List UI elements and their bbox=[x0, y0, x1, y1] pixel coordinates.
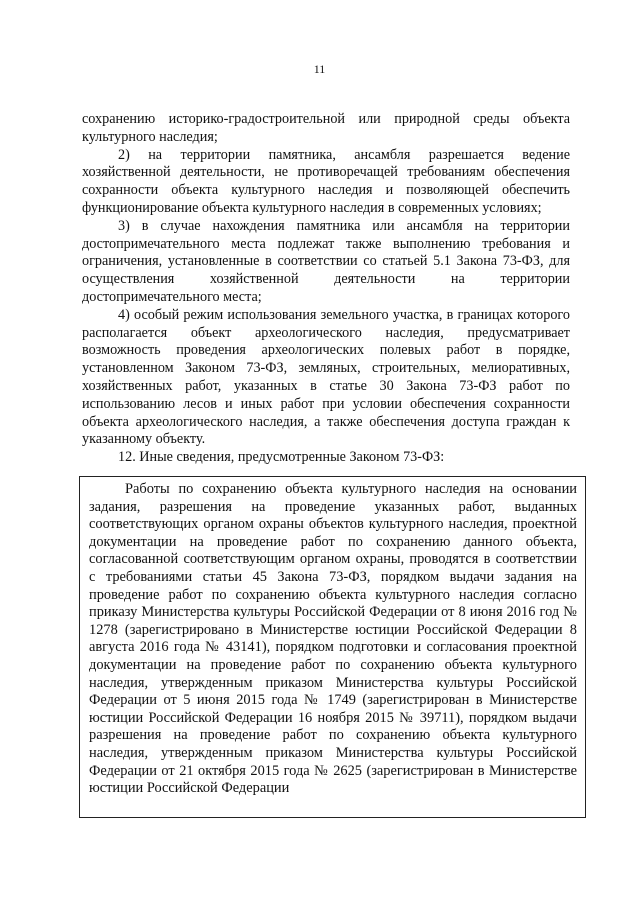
paragraph-continuation: сохранению историко-градостроительной или природной среды объекта культурного наследия; bbox=[82, 111, 570, 145]
paragraph-item-2: 2) на территории памятника, ансамбля разрешается ведение хозяйственной деятельности, не противоречащей требованиям обеспечения сохранности объекта культурного наследия и позволяющей обеспечить функционирование объекта культурного наследия в современных условиях; bbox=[82, 146, 570, 216]
body-text bbox=[82, 111, 570, 449]
section-heading: 12. Иные сведения, предусмотренные Законом 73-ФЗ: bbox=[118, 449, 445, 465]
info-box bbox=[79, 476, 586, 818]
paragraph-item-3: 3) в случае нахождения памятника или ансамбля на территории достопримечательного места подлежат также выполнению требования и ограничения, установленные в соответствии со статьей 5.1 Закона 73-ФЗ, для осуществления хозяйственной деятельности на территории достопримечательного места; bbox=[82, 217, 570, 305]
paragraph-item-4: 4) особый режим использования земельного участка, в границах которого располагается объект археологического наследия, предусматривает возможность проведения археологических полевых работ в порядке, установленном Законом 73-ФЗ, земляных, строительных, мелиоративных, хозяйственных работ, указанных в статье 30 Закона 73-ФЗ работ по использованию лесов и иных работ при условии обеспечения сохранности объекта археологического наследия, а также обеспечения доступа граждан к указанному объекту. bbox=[82, 306, 570, 448]
page-number: 11 bbox=[313, 62, 326, 76]
info-box-text: Работы по сохранению объекта культурного наследия на основании задания, разрешения на проведение указанных работ, выданных соответствующих органом охраны объектов культурного наследия, проектной документации на проведение работ по сохранению данного объекта, согласованной соответствующим органом охраны, проводятся в соответствии с требованиями статьи 45 Закона 73-ФЗ, порядком выдачи задания на проведение работ по сохранению объекта культурного наследия согласно приказу Министерства культуры Российской Федерации от 8 июня 2016 год № 1278 (зарегистрировано в Министерстве юстиции Российской Федерации 8 августа 2016 года № 43141), порядком подготовки и согласования проектной документации на проведение работ по сохранению объекта культурного наследия, утвержденным приказом Министерства культуры Российской Федерации от 5 июня 2015 года № 1749 (зарегистрирован в Министерстве юстиции Российской Федерации 16 ноября 2015 № 39711), порядком выдачи разрешения на проведение работ по сохранению объекта культурного наследия, утвержденным приказом Министерства культуры Российской Федерации от 21 октября 2015 года № 2625 (зарегистрирован в Министерстве юстиции Российской Федерации bbox=[89, 481, 577, 797]
